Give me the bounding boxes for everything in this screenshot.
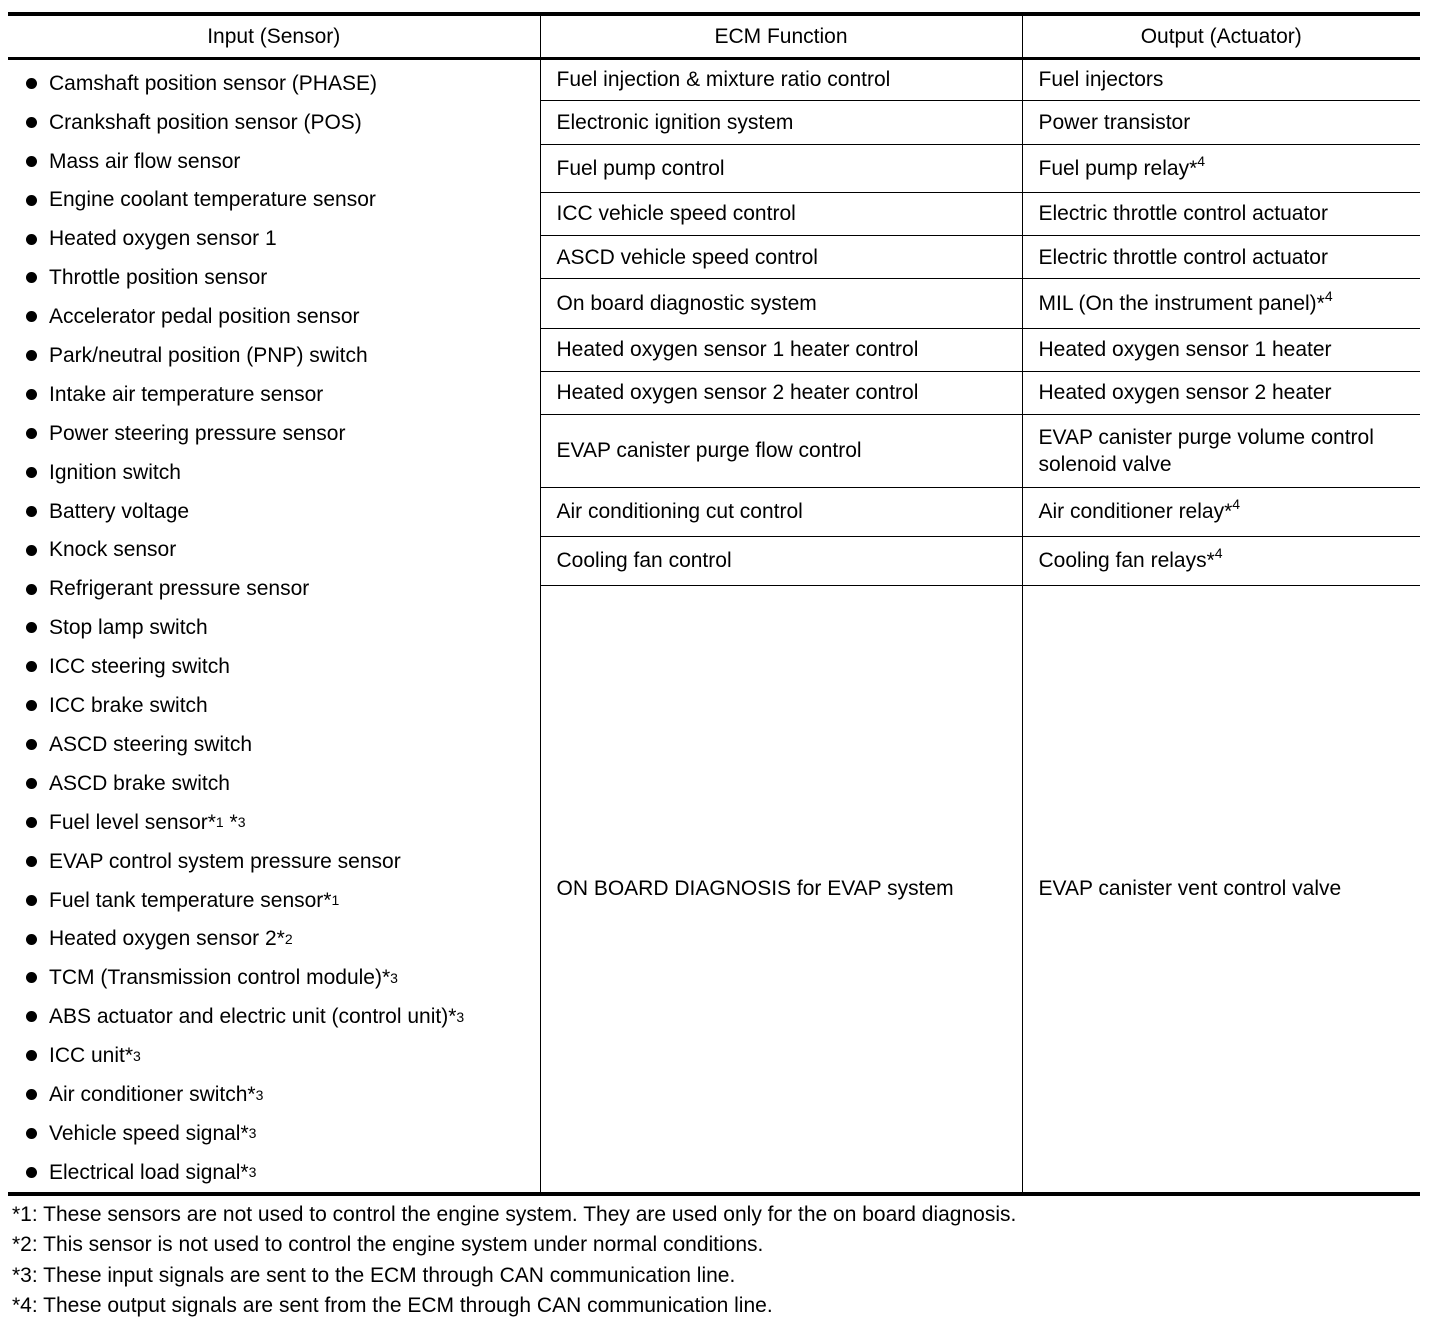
sensor-label: Crankshaft position sensor (POS) (49, 110, 362, 134)
bullet-icon (26, 584, 37, 595)
input-sensor-cell (8, 59, 540, 1194)
list-item (8, 414, 540, 453)
ecm-function-cell: Fuel pump control (540, 144, 1022, 192)
list-item (8, 336, 540, 375)
output-actuator-cell (1022, 192, 1420, 235)
ecm-function-cell: Air conditioning cut control (540, 487, 1022, 536)
sensor-label: Fuel tank temperature sensor* (49, 888, 332, 912)
sensor-label: ICC brake switch (49, 694, 208, 718)
sensor-label: Park/neutral position (PNP) switch (49, 344, 368, 368)
sensor-label: ABS actuator and electric unit (control unit)* (49, 1005, 457, 1029)
output-actuator-cell (1022, 536, 1420, 585)
sensor-label: Throttle position sensor (49, 266, 268, 290)
bullet-icon (26, 1050, 37, 1061)
list-item (8, 764, 540, 803)
list-item (8, 258, 540, 297)
footnote: *3: These input signals are sent to the ECM through CAN communication line. (12, 1263, 736, 1287)
bullet-icon (26, 272, 37, 283)
bullet-icon (26, 234, 37, 245)
list-item (8, 142, 540, 181)
bullet-icon (26, 428, 37, 439)
actuator-label: Electric throttle control actuator (1038, 202, 1328, 226)
actuator-label: Power transistor (1038, 110, 1191, 134)
table-row (8, 59, 1420, 101)
actuator-label: Heated oxygen sensor 2 heater (1038, 381, 1332, 405)
bullet-icon (26, 1011, 37, 1022)
bullet-icon (26, 467, 37, 478)
footnote: *4: These output signals are sent from the ECM through CAN communication line. (12, 1294, 773, 1318)
ecm-function-cell: EVAP canister purge flow control (540, 415, 1022, 487)
bullet-icon (26, 661, 37, 672)
ecm-function-cell: Electronic ignition system (540, 101, 1022, 144)
sensor-label: TCM (Transmission control module)* (49, 966, 391, 990)
bullet-icon (26, 506, 37, 517)
table-header-row (8, 14, 1420, 59)
ecm-function-cell: Cooling fan control (540, 536, 1022, 585)
actuator-label: MIL (On the instrument panel)* (1038, 291, 1325, 315)
actuator-label: Cooling fan relays* (1038, 549, 1215, 573)
bullet-icon (26, 78, 37, 89)
footnote-ref: 4 (1232, 496, 1241, 513)
sensor-label: Intake air temperature sensor (49, 382, 324, 406)
sensor-label: Engine coolant temperature sensor (49, 188, 376, 212)
bullet-icon (26, 817, 37, 828)
bullet-icon (26, 350, 37, 361)
bullet-icon (26, 545, 37, 556)
sensor-label: Fuel level sensor* (49, 810, 216, 834)
output-actuator-cell (1022, 487, 1420, 536)
bullet-icon (26, 856, 37, 867)
actuator-label: Fuel pump relay* (1038, 156, 1198, 180)
list-item: Fuel level sensor* 1 * 3 (8, 803, 540, 842)
list-item: ABS actuator and electric unit (control unit)* 3 (8, 997, 540, 1036)
output-actuator-cell (1022, 101, 1420, 144)
ecm-function-cell: ASCD vehicle speed control (540, 236, 1022, 279)
sensor-label: Heated oxygen sensor 1 (49, 227, 277, 251)
output-actuator-cell (1022, 415, 1420, 487)
sensor-label: EVAP control system pressure sensor (49, 849, 401, 873)
footnote-ref: 4 (1324, 287, 1333, 304)
sensor-label: Heated oxygen sensor 2* (49, 927, 285, 951)
footnote-ref: 4 (1197, 152, 1206, 169)
bullet-icon (26, 1128, 37, 1139)
list-item: Electrical load signal* 3 (8, 1153, 540, 1192)
bullet-icon (26, 778, 37, 789)
output-actuator-cell (1022, 59, 1420, 101)
list-item (8, 531, 540, 570)
sensor-label: Camshaft position sensor (PHASE) (49, 71, 377, 95)
list-item (8, 725, 540, 764)
sensor-label: Mass air flow sensor (49, 149, 241, 173)
footnote: *2: This sensor is not used to control the engine system under normal conditions. (12, 1233, 764, 1257)
bullet-icon (26, 389, 37, 400)
list-item (8, 842, 540, 881)
bullet-icon (26, 622, 37, 633)
actuator-label: EVAP canister purge volume control solenoid valve (1038, 425, 1374, 476)
ecm-io-table (8, 12, 1420, 1196)
output-actuator-cell (1022, 236, 1420, 279)
actuator-label: Air conditioner relay* (1038, 500, 1233, 524)
sensor-label: ICC steering switch (49, 655, 230, 679)
output-actuator-cell (1022, 144, 1420, 192)
bullet-icon (26, 895, 37, 906)
sensor-label: Knock sensor (49, 538, 177, 562)
footnote-ref: 4 (1214, 545, 1223, 562)
list-item (8, 570, 540, 609)
list-item (8, 647, 540, 686)
output-actuator-cell (1022, 279, 1420, 328)
footnotes (8, 1200, 1420, 1322)
list-item (8, 64, 540, 103)
output-actuator-cell (1022, 328, 1420, 371)
actuator-label: Heated oxygen sensor 1 heater (1038, 338, 1332, 362)
list-item (8, 686, 540, 725)
ecm-function-cell: Heated oxygen sensor 2 heater control (540, 371, 1022, 414)
bullet-icon (26, 117, 37, 128)
list-item: Vehicle speed signal* 3 (8, 1114, 540, 1153)
bullet-icon (26, 1089, 37, 1100)
actuator-label: Electric throttle control actuator (1038, 245, 1328, 269)
sensor-label: Ignition switch (49, 460, 181, 484)
list-item (8, 375, 540, 414)
list-item (8, 492, 540, 531)
sensor-label: Accelerator pedal position sensor (49, 305, 360, 329)
list-item (8, 181, 540, 220)
sensor-label: Vehicle speed signal* (49, 1121, 249, 1145)
bullet-icon (26, 739, 37, 750)
sensor-label: Electrical load signal* (49, 1160, 249, 1184)
output-actuator-cell (1022, 586, 1420, 1194)
ecm-io-document (8, 12, 1420, 1322)
bullet-icon (26, 972, 37, 983)
output-actuator-cell (1022, 371, 1420, 414)
list-item: TCM (Transmission control module)* 3 (8, 958, 540, 997)
sensor-label: ASCD brake switch (49, 771, 230, 795)
list-item (8, 453, 540, 492)
header-function: ECM Function (540, 14, 1022, 59)
bullet-icon (26, 700, 37, 711)
bullet-icon (26, 1167, 37, 1178)
ecm-function-cell: ON BOARD DIAGNOSIS for EVAP system (540, 586, 1022, 1194)
sensor-label: ASCD steering switch (49, 732, 253, 756)
list-item (8, 297, 540, 336)
list-item: Fuel tank temperature sensor* 1 (8, 881, 540, 920)
ecm-function-cell: Fuel injection & mixture ratio control (540, 59, 1022, 101)
list-item (8, 220, 540, 259)
bullet-icon (26, 934, 37, 945)
ecm-function-cell: Heated oxygen sensor 1 heater control (540, 328, 1022, 371)
list-item: Heated oxygen sensor 2* 2 (8, 920, 540, 959)
sensor-label: Stop lamp switch (49, 616, 208, 640)
ecm-function-cell: ICC vehicle speed control (540, 192, 1022, 235)
actuator-label: EVAP canister vent control valve (1038, 877, 1342, 901)
ecm-function-cell: On board diagnostic system (540, 279, 1022, 328)
bullet-icon (26, 311, 37, 322)
sensor-label: Battery voltage (49, 499, 190, 523)
sensor-label-suffix: * (223, 810, 238, 834)
header-output: Output (Actuator) (1022, 14, 1420, 59)
sensor-label: ICC unit* (49, 1044, 134, 1068)
header-input: Input (Sensor) (8, 14, 540, 59)
sensor-label: Refrigerant pressure sensor (49, 577, 310, 601)
actuator-label: Fuel injectors (1038, 68, 1164, 92)
bullet-icon (26, 195, 37, 206)
list-item (8, 608, 540, 647)
list-item: Air conditioner switch* 3 (8, 1075, 540, 1114)
footnote: *1: These sensors are not used to control the engine system. They are used only for the on board diagnosis. (12, 1202, 1017, 1226)
list-item: ICC unit* 3 (8, 1036, 540, 1075)
input-sensor-list (8, 64, 540, 1192)
sensor-label: Air conditioner switch* (49, 1082, 256, 1106)
list-item (8, 103, 540, 142)
sensor-label: Power steering pressure sensor (49, 421, 346, 445)
bullet-icon (26, 156, 37, 167)
